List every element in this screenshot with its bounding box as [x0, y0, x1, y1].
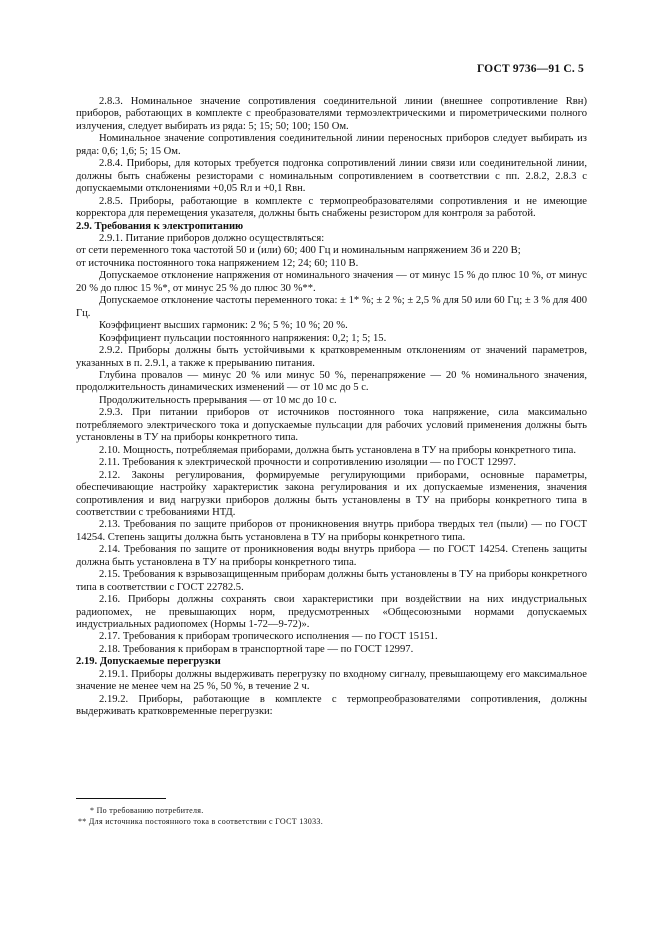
paragraph: 2.10. Мощность, потребляемая приборами, должна быть установлена в ТУ на приборы конкретного типа.: [99, 444, 576, 456]
paragraph: 2.15. Требования к взрывозащищенным приборам должны быть установлены в ТУ на приборы конкретного типа в соответствии с ГОСТ 22782.5.: [76, 569, 587, 593]
paragraph: от сети переменного тока частотой 50 и (или) 60; 400 Гц и номинальным напряжением 36 и 220 В;: [76, 245, 521, 257]
footnotes: [76, 798, 587, 827]
paragraph: Продолжительность прерывания — от 10 мс до 10 с.: [99, 394, 337, 406]
section-heading: 2.9. Требования к электропитанию: [76, 220, 244, 232]
paragraph: 2.14. Требования по защите от проникновения воды внутрь прибора — по ГОСТ 14254. Степень защиты должна быть установлена в ТУ на приборы конкретного типа.: [76, 544, 587, 568]
footnote-2: ** Для источника постоянного тока в соответствии с ГОСТ 13033.: [78, 817, 324, 826]
paragraph: 2.11. Требования к электрической прочности и сопротивлению изоляции — по ГОСТ 12997.: [99, 457, 516, 469]
paragraph: Номинальное значение сопротивления соединительной линии переносных приборов следует выбирать из ряда: 0,6; 1,6; 5; 15 Ом.: [76, 133, 587, 157]
paragraph: 2.9.1. Питание приборов должно осуществляться:: [99, 232, 325, 244]
paragraph: Допускаемое отклонение частоты переменного тока: ± 1* %; ± 2 %; ± 2,5 % для 50 или 60 Гц; ± 3 % для 400 Гц.: [76, 295, 587, 319]
paragraph: 2.8.4. Приборы, для которых требуется подгонка сопротивлений линии связи или соединительной линии, должны быть снабжены резисторами с номинальным сопротивлением в соответствии с пп. 2.8.2, 2.8.3 с допускаемыми отклонениями +0,05 Rл и +0,1 Rвн.: [76, 158, 587, 195]
paragraph: 2.9.3. При питании приборов от источников постоянного тока напряжение, сила максимально потребляемого электрического тока и допускаемые пульсации для рабочих условий применения должны быть установлены в ТУ на приборы конкретного типа.: [76, 407, 587, 444]
paragraph: Коэффициент пульсации постоянного напряжения: 0,2; 1; 5; 15.: [99, 332, 387, 344]
footnote-1: * По требованию потребителя.: [90, 806, 204, 815]
section-heading: 2.19. Допускаемые перегрузки: [76, 656, 221, 668]
paragraph: 2.8.3. Номинальное значение сопротивления соединительной линии (внешнее сопротивление Rвн) приборов, работающих в комплекте с преобразователями термоэлектрическими и пирометрическими полного излучения, следует выбирать из ряда: 5; 15; 50; 100; 150 Ом.: [76, 96, 587, 132]
paragraph: 2.18. Требования к приборам в транспортной таре — по ГОСТ 12997.: [99, 643, 414, 655]
footnote-rule: [76, 798, 166, 799]
paragraph: Допускаемое отклонение напряжения от номинального значения — от минус 15 % до плюс 10 %, от минус 20 % до плюс 15 %*, от минус 25 % до плюс 30 %**.: [76, 270, 587, 294]
paragraph: 2.17. Требования к приборам тропического исполнения — по ГОСТ 15151.: [99, 631, 438, 643]
paragraph: Коэффициент высших гармоник: 2 %; 5 %; 10 %; 20 %.: [99, 320, 348, 332]
page-header: ГОСТ 9736—91 С. 5: [476, 63, 584, 75]
paragraph: от источника постоянного тока напряжением 12; 24; 60; 110 В.: [76, 257, 359, 269]
paragraph: 2.8.5. Приборы, работающие в комплекте с термопреобразователями сопротивления и не имеющие корректора для перемещения указателя, должны быть снабжены резистором для контроля за работой.: [76, 195, 587, 220]
paragraph: 2.19.1. Приборы должны выдерживать перегрузку по входному сигналу, превышающему его максимальное значение не менее чем на 25 %, 50 %, в течение 2 ч.: [76, 668, 587, 693]
paragraph: 2.9.2. Приборы должны быть устойчивыми к кратковременным отклонениям от значений параметров, указанных в п. 2.9.1, а также к прерыванию питания.: [76, 345, 587, 369]
paragraph: Глубина провалов — минус 20 % или минус 50 %, перенапряжение — 20 % номинального значения, продолжительность динамических изменений — от 10 мс до 5 с.: [76, 369, 587, 394]
paragraph: 2.16. Приборы должны сохранять свои характеристики при воздействии на них индустриальных радиопомех, не превышающих норм, предусмотренных «Общесоюзными нормами допускаемых индустриальных радиопомех (Нормы 1-72—9-72)».: [76, 594, 587, 631]
paragraph: 2.12. Законы регулирования, формируемые регулирующими приборами, основные параметры, обеспечивающие настройку характеристик закона регулирования и их допускаемые изменения, значения сопротивления и вид нагрузки приборов должны быть установлены в ТУ на приборы конкретного типа в соответствии с требованиями НТД.: [76, 469, 587, 518]
body-text: [76, 96, 587, 719]
paragraph: 2.13. Требования по защите приборов от проникновения внутрь прибора твердых тел (пыли) — по ГОСТ 14254. Степень защиты должна быть установлена в ТУ на приборы конкретного типа.: [76, 519, 587, 543]
paragraph: 2.19.2. Приборы, работающие в комплекте с термопреобразователями сопротивления, должны выдерживать кратковременные перегрузки:: [76, 693, 587, 718]
